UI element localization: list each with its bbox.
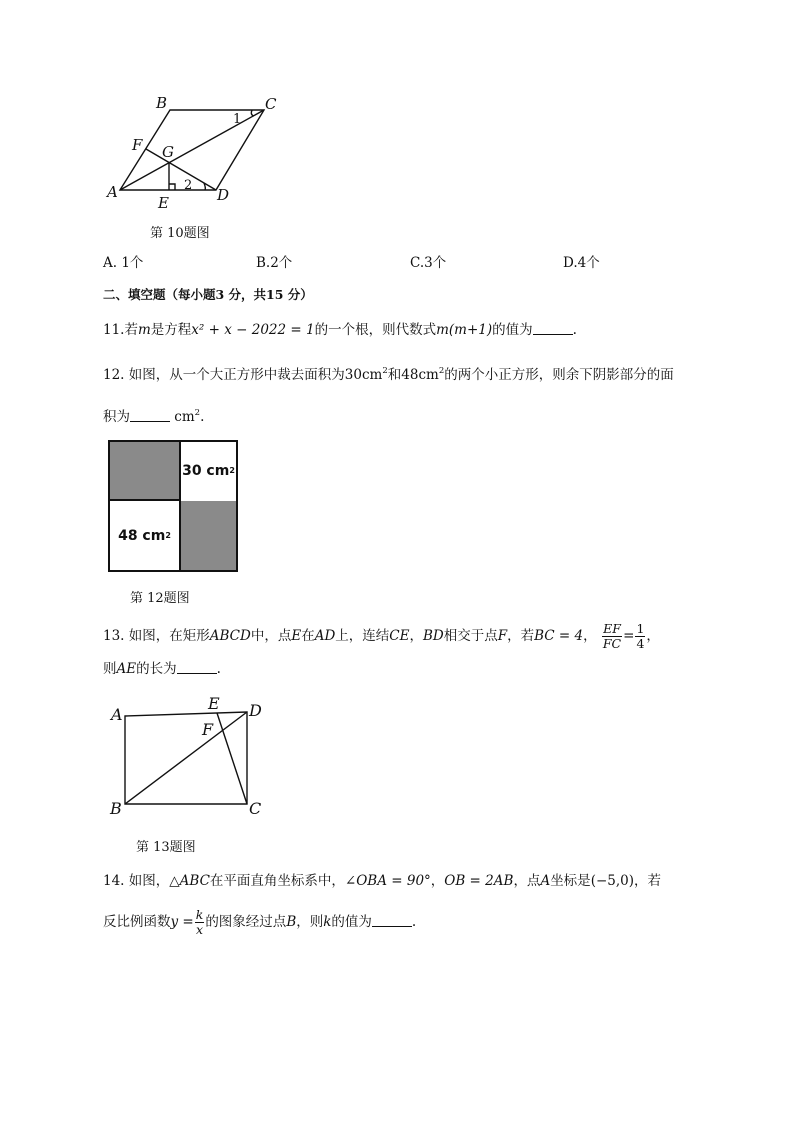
label-a: A (111, 705, 123, 724)
q11-text1: 是方程 (150, 322, 192, 338)
label-g: G (162, 143, 174, 161)
label-d: D (249, 701, 262, 720)
label-b: B (110, 799, 122, 818)
segment-ce (217, 713, 247, 804)
square-48: 48 cm 2 (110, 501, 181, 570)
q12-value2: 48 (401, 367, 419, 383)
q12-end: . (200, 409, 205, 425)
q13-caption: 第 13题图 (136, 840, 196, 855)
question-13-line2 (103, 660, 221, 678)
q11-text2: 的一个根，则代数式 (314, 322, 437, 338)
q12-figure (108, 440, 238, 572)
question-14-line2 (103, 908, 416, 937)
q13-ae: AE (116, 661, 137, 677)
diagonal-bd (125, 712, 247, 804)
q13-text5: ， (409, 628, 423, 644)
q13-text1: 13. 如图，在矩形 (103, 628, 210, 644)
q13-text2: 中，点 (250, 628, 292, 644)
label-f: F (132, 136, 143, 154)
q14-angle: ∠OBA = 90° (344, 873, 431, 889)
q14-text5: ，若 (634, 873, 662, 889)
q13-line2-b: 的长为 (136, 661, 177, 677)
label-c: C (249, 799, 262, 818)
section-heading: 二、填空题（每小题3 分，共15 分） (103, 287, 313, 302)
q13-bd: BD (422, 628, 444, 644)
q13-line2-a: 则 (103, 661, 117, 677)
q14-a: A (540, 873, 551, 889)
q14-answer-blank[interactable] (372, 914, 412, 927)
label-angle-2: 2 (184, 178, 193, 193)
q11-m: m (137, 322, 151, 338)
q14-line2-d: 的值为 (331, 914, 372, 930)
label-48-cm2: 48 cm (118, 527, 166, 544)
q13-ce: CE (389, 628, 410, 644)
q12-value1: 30 (344, 367, 362, 383)
q13-end: . (216, 661, 221, 677)
right-angle-mark (169, 184, 175, 190)
q11-equation: x² + x − 2022 = 1 (191, 322, 315, 338)
q13-text7: ，若 (507, 628, 535, 644)
q13-answer-blank[interactable] (177, 661, 217, 674)
q13-eq: = (623, 628, 635, 644)
q10-option-b: B.2个 (256, 255, 293, 271)
q13-text6: 相交于点 (443, 628, 498, 644)
q14-end: . (411, 914, 417, 930)
q12-unit2: cm (418, 367, 439, 383)
question-12-line2: 积为 $cm^2$. (103, 408, 205, 425)
label-d: D (217, 186, 230, 204)
q14-line2-c: ，则 (296, 914, 324, 930)
q14-sep1: ， (430, 873, 445, 889)
q13-sep: ， (583, 628, 597, 644)
q14-ob-eq: OB = 2AB (444, 873, 514, 889)
label-a: A (107, 183, 118, 201)
q13-ratio-fraction: $\frac{EF}{FC}$ (602, 621, 622, 651)
q12-mid: 和 (387, 367, 402, 383)
q14-y-eq: y = (170, 914, 194, 930)
q12-text2: 的两个小正方形，则余下阴影部分的面 (444, 367, 674, 383)
q14-text2: 在平面直角坐标系中， (209, 873, 345, 889)
q14-line2-b: 的图象经过点 (205, 914, 287, 930)
q10-caption: 第 10题图 (150, 226, 210, 241)
question-13-line1 (103, 622, 660, 651)
q10-option-d: D.4个 (563, 255, 600, 271)
q14-text1: 14. 如图， (103, 873, 170, 889)
square-30: 30 cm 2 (182, 462, 235, 479)
q12-caption: 第 12题图 (130, 591, 190, 606)
q14-b: B (286, 914, 297, 930)
question-11 (103, 321, 577, 339)
label-e: E (158, 194, 169, 212)
q13-abcd: ABCD (209, 628, 251, 644)
q14-text3: ，点 (513, 873, 541, 889)
shaded-region-top-left (110, 442, 181, 501)
label-30-cm2: 30 cm (182, 462, 230, 479)
q14-k-over-x: $\frac{k}{x}$ (195, 907, 204, 937)
angle-2-arc (204, 183, 205, 190)
q11-answer-blank[interactable] (533, 322, 573, 335)
q14-text4: 坐标是 (550, 873, 591, 889)
q12-answer-blank[interactable] (130, 409, 170, 422)
q13-text4: 上，连结 (335, 628, 390, 644)
q14-triangle: △ABC (169, 873, 210, 889)
q13-value-fraction: $\frac{1}{4}$ (636, 621, 645, 651)
q11-prefix: 11.若 (103, 322, 138, 338)
label-e: E (208, 694, 220, 713)
question-12-line1: 12. 如图，从一个大正方形中裁去面积为$30cm^2$和$48cm^2$的两个小正方形，则余下阴影部分的面 (103, 366, 674, 383)
label-c: C (265, 95, 277, 113)
q12-line2-text: 积为 (103, 409, 130, 425)
question-14-line1 (103, 872, 661, 890)
q13-figure (105, 692, 275, 822)
q14-line2-a: 反比例函数 (103, 914, 171, 930)
label-angle-1: 1 (233, 112, 242, 127)
q11-end: . (572, 322, 577, 338)
q11-text3: 的值为 (492, 322, 533, 338)
q13-text3: 在 (301, 628, 315, 644)
q13-e: E (291, 628, 302, 644)
q10-option-c: C.3个 (410, 255, 447, 271)
q11-expression: m(m+1) (436, 322, 493, 338)
q10-option-a: A. 1个 (103, 255, 144, 271)
q13-ad: AD (314, 628, 336, 644)
q14-k: k (323, 914, 332, 930)
q13-bc-eq: BC = 4 (534, 628, 584, 644)
q12-unit3: cm (174, 409, 195, 425)
q10-figure (100, 92, 290, 212)
q14-coord: (−5,0) (590, 873, 635, 889)
label-f: F (202, 720, 214, 739)
q12-unit1: cm (361, 367, 383, 383)
shaded-region-bottom-right (181, 501, 236, 570)
label-b: B (156, 94, 168, 112)
q13-f: F (497, 628, 508, 644)
q13-end-comma: ， (646, 628, 660, 644)
q12-text1: 12. 如图，从一个大正方形中裁去面积为 (103, 367, 345, 383)
